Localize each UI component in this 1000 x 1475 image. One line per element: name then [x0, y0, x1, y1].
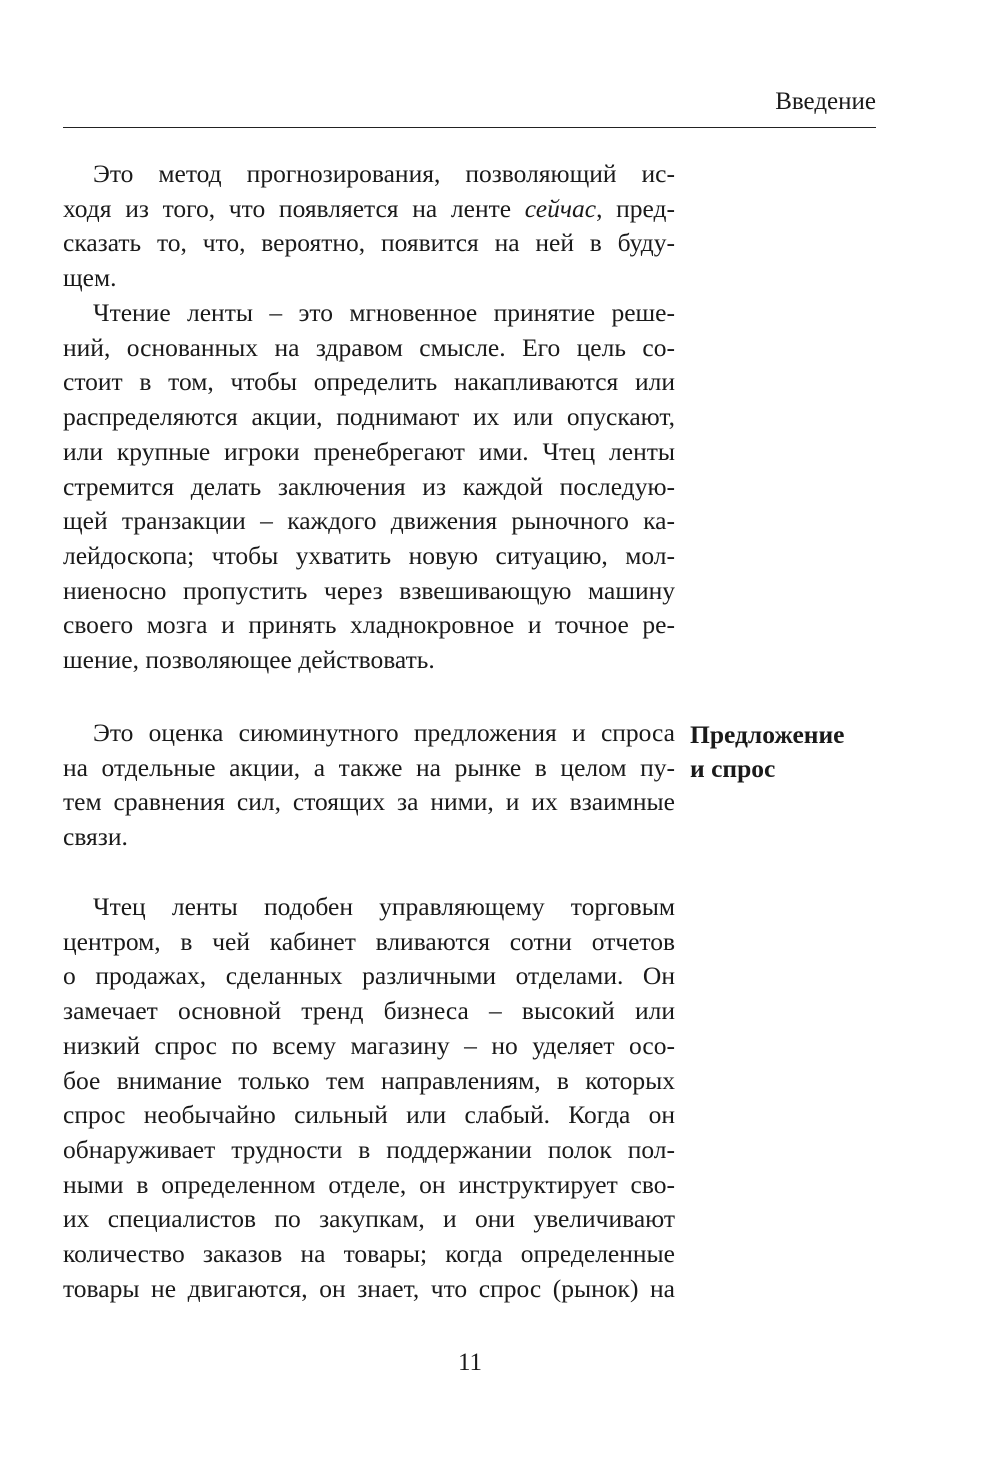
paragraph-line: Это оценка сиюминутного предложения и спроса [93, 718, 675, 747]
paragraph-line: лейдоскопа; чтобы ухватить новую ситуацию, мол- [63, 540, 675, 570]
paragraph-line: обнаруживает трудности в поддержании полок пол- [63, 1134, 675, 1164]
side-heading-line: и спрос [690, 754, 776, 783]
paragraph-line [63, 192, 675, 227]
paragraph-line: Чтение ленты – это мгновенное принятие реше- [93, 298, 675, 327]
paragraph-4 [63, 890, 675, 1306]
paragraph-2 [63, 296, 675, 678]
paragraph-line: своего мозга и принять хладнокровное и точное ре- [63, 610, 675, 640]
side-heading-line: Предложение [690, 720, 845, 749]
paragraph-line: бое внимание только тем направлениям, в которых [63, 1065, 675, 1095]
paragraph-3 [63, 716, 675, 855]
header-rule [63, 127, 876, 128]
paragraph-line: стоит в том, чтобы определить накапливаются или [63, 367, 675, 397]
paragraph-line: щей транзакции – каждого движения рыночного ка- [63, 506, 675, 536]
paragraph-line: товары не двигаются, он знает, что спрос (рынок) на [63, 1273, 675, 1303]
paragraph-line: на отдельные акции, а также на рынке в целом пу- [63, 752, 675, 782]
running-head: Введение [775, 88, 876, 115]
paragraph-line: замечает основной тренд бизнеса – высокий или [63, 996, 675, 1026]
line-text: ходя из того, что появляется на ленте [63, 193, 525, 223]
paragraph-line: стремится делать заключения из каждой последую- [63, 471, 675, 501]
emphasis-text: сейчас [524, 193, 597, 223]
paragraph-line: ний, основанных на здравом смысле. Его цель со- [63, 332, 675, 362]
paragraph-line: щем. [63, 263, 117, 293]
paragraph-line: о продажах, сделанных различными отделами. Он [63, 961, 675, 991]
paragraph-line: Чтец ленты подобен управляющему торговым [93, 892, 675, 921]
page-number: 11 [457, 1349, 483, 1376]
paragraph-line: распределяются акции, поднимают их или опускают, [63, 402, 675, 432]
line-text: , пред- [596, 193, 675, 223]
paragraph-line: количество заказов на товары; когда определенные [63, 1239, 675, 1269]
paragraph-line: ниеносно пропустить через взвешивающую машину [63, 575, 675, 605]
paragraph-line: тем сравнения сил, стоящих за ними, и их взаимные [63, 787, 675, 817]
paragraph-line: связи. [63, 822, 128, 852]
paragraph-line: или крупные игроки пренебрегают ими. Чтец ленты [63, 436, 675, 466]
paragraph-line: сказать то, что, вероятно, появится на ней в буду- [63, 228, 675, 258]
paragraph-line: шение, позволяющее действовать. [63, 645, 435, 675]
paragraph-line: низкий спрос по всему магазину – но уделяет осо- [63, 1030, 675, 1060]
paragraph-line: ными в определенном отделе, он инструктирует сво- [63, 1169, 675, 1199]
side-heading [690, 718, 890, 786]
paragraph-line: центром, в чей кабинет вливаются сотни отчетов [63, 926, 675, 956]
paragraph-line: спрос необычайно сильный или слабый. Когда он [63, 1100, 675, 1130]
paragraph-1 [63, 157, 675, 296]
paragraph-line: Это метод прогнозирования, позволяющий ис- [93, 159, 675, 188]
paragraph-line: их специалистов по закупкам, и они увеличивают [63, 1204, 675, 1234]
